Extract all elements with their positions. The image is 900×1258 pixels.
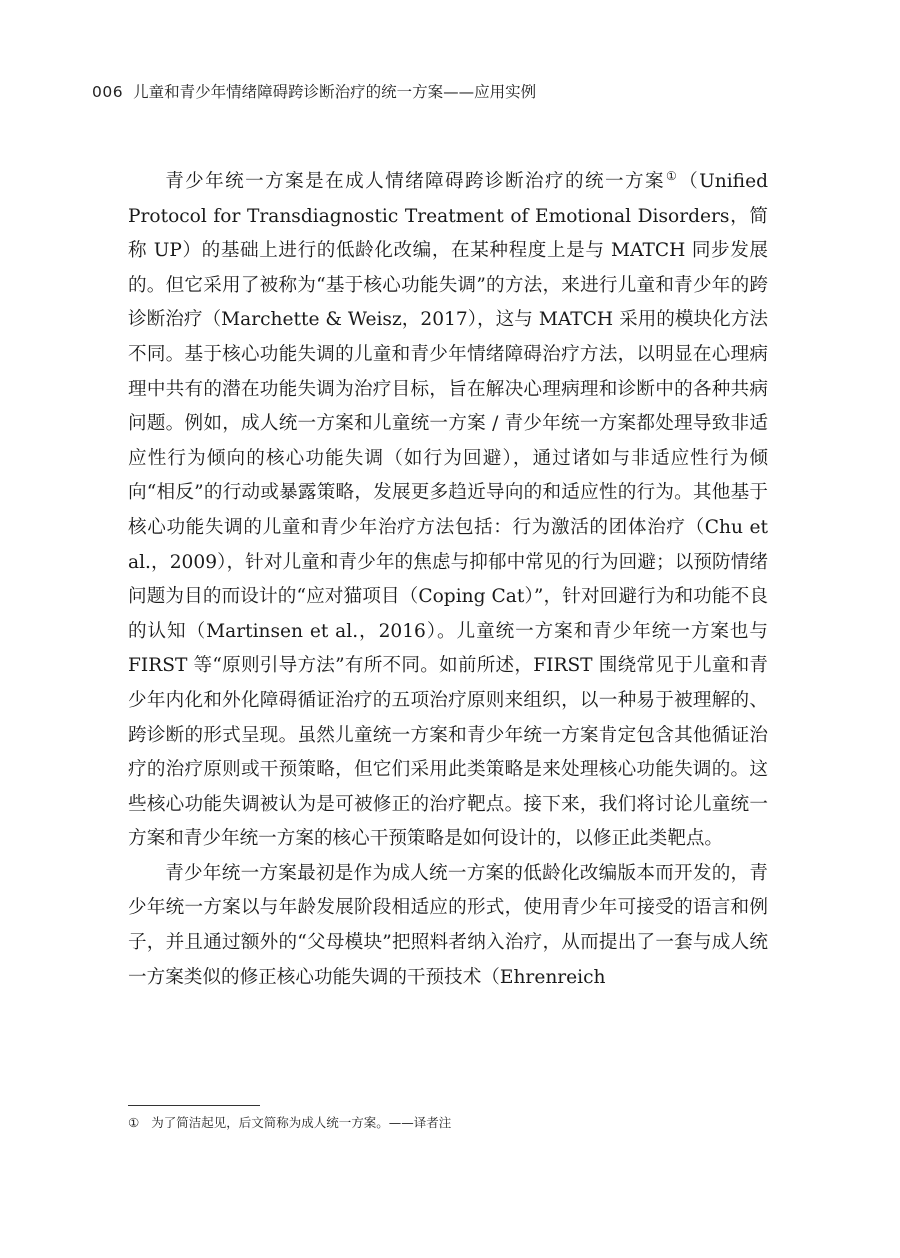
footnote-number: ① xyxy=(128,1115,140,1130)
book-title: 儿童和青少年情绪障碍跨诊断治疗的统一方案——应用实例 xyxy=(133,83,537,101)
paragraph-2: 青少年统一方案最初是作为成人统一方案的低龄化改编版本而开发的，青少年统一方案以与年龄发展阶段相适应的形式，使用青少年可接受的语言和例子，并且通过额外的“父母模块”把照料者纳入治疗，从而提出了一套与成人统一方案类似的修正核心功能失调的干预技术（Ehrenreich xyxy=(128,862,768,988)
footnote-divider xyxy=(128,1105,260,1106)
running-header xyxy=(92,81,792,103)
paragraph-1 xyxy=(128,165,768,857)
paragraph-1-lead: 青少年统一方案是在成人情绪障碍跨诊断治疗的统一方案 xyxy=(165,171,665,192)
footnote-text: 为了简洁起见，后文简称为成人统一方案。——译者注 xyxy=(151,1115,452,1130)
page-number: 006 xyxy=(92,83,124,101)
body-text xyxy=(128,165,768,995)
footnote-marker[interactable]: ① xyxy=(665,168,679,183)
footnote xyxy=(128,1113,768,1133)
paragraph-1-rest: （Unified Protocol for Transdiagnostic Treatment of Emotional Disorders，简称 UP）的基础上进行的低龄化改编，在某种程度上是与 MATCH 同步发展的。但它采用了被称为“基于核心功能失调”的方法，来进行儿童和青少年的跨诊断治疗（Marchette & Weisz，2017），这与 MATCH 采用的模块化方法不同。基于核心功能失调的儿童和青少年情绪障碍治疗方法，以明显在心理病理中共有的潜在功能失调为治疗目标，旨在解决心理病理和诊断中的各种共病问题。例如，成人统一方案和儿童统一方案 / 青少年统一方案都处理导致非适应性行为倾向的核心功能失调（如行为回避），通过诸如与非适应性行为倾向“相反”的行动或暴露策略，发展更多趋近导向的和适应性的行为。其他基于核心功能失调的儿童和青少年治疗方法包括：行为激活的团体治疗（Chu et al.，2009），针对儿童和青少年的焦虑与抑郁中常见的行为回避；以预防情绪问题为目的而设计的“应对猫项目（Coping Cat）”，针对回避行为和功能不良的认知（Martinsen et al.，2016）。儿童统一方案和青少年统一方案也与 FIRST 等“原则引导方法”有所不同。如前所述，FIRST 围绕常见于儿童和青少年内化和外化障碍循证治疗的五项治疗原则来组织，以一种易于被理解的、跨诊断的形式呈现。虽然儿童统一方案和青少年统一方案肯定包含其他循证治疗的治疗原则或干预策略，但它们采用此类策略是来处理核心功能失调的。这些核心功能失调被认为是可被修正的治疗靶点。接下来，我们将讨论儿童统一方案和青少年统一方案的核心干预策略是如何设计的，以修正此类靶点。 xyxy=(128,171,768,850)
